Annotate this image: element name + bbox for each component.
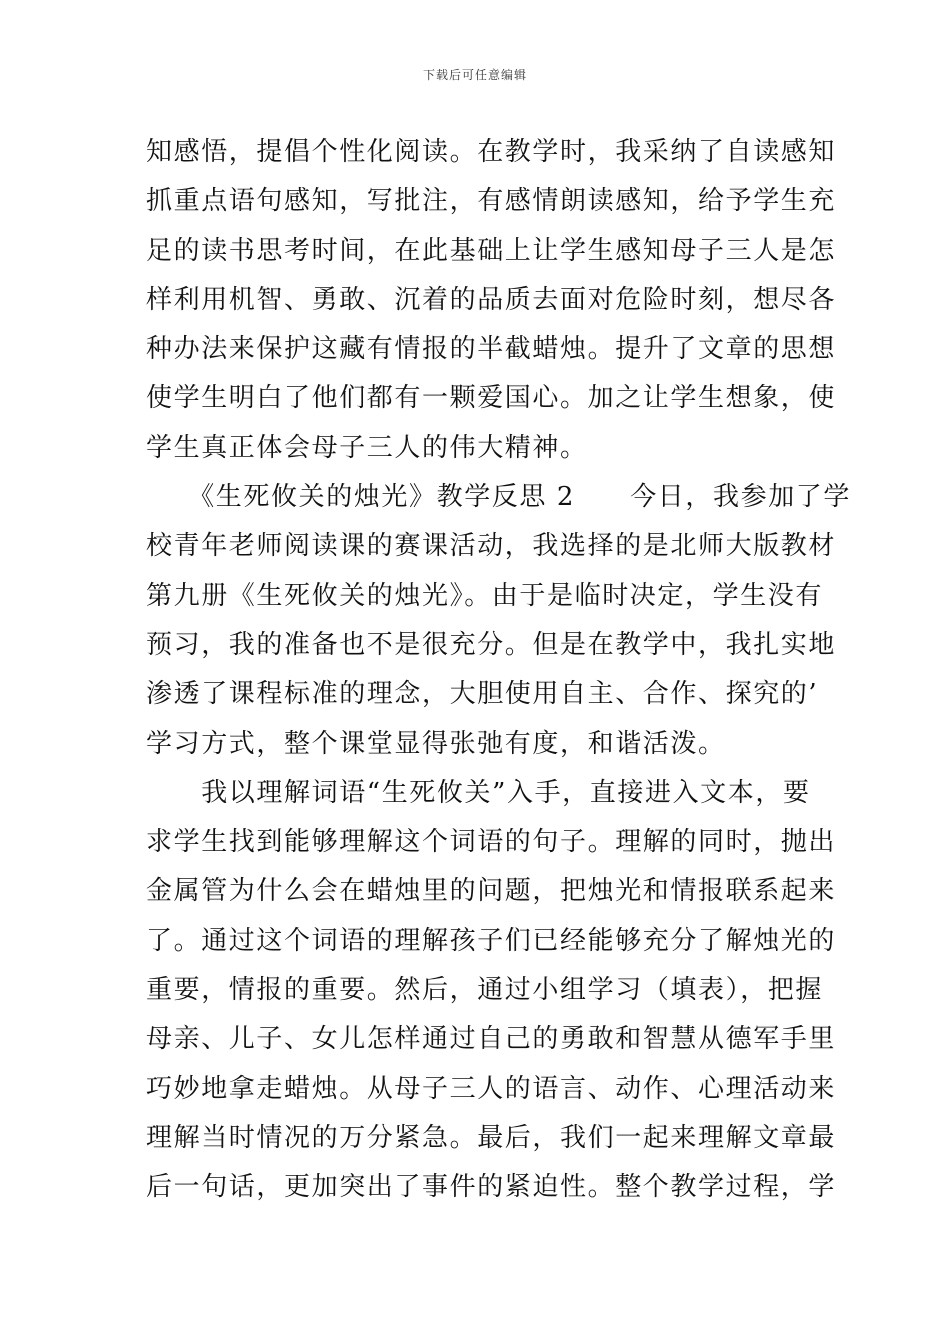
page-header: 下载后可任意编辑: [422, 68, 527, 82]
text-line: 知感悟，提倡个性化阅读。在教学时，我采纳了自读感知: [146, 137, 837, 167]
text-line: 了。通过这个词语的理解孩子们已经能够充分了解烛光的: [146, 925, 837, 956]
text-line: 母亲、儿子、女儿怎样通过自己的勇敢和智慧从德军手里: [146, 1024, 837, 1055]
text-line: 抓重点语句感知，写批注，有感情朗读感知，给予学生充: [146, 186, 837, 217]
text-line: 巧妙地拿走蜡烛。从母子三人的语言、动作、心理活动来: [146, 1073, 837, 1104]
text-line: 求学生找到能够理解这个词语的句子。理解的同时，抛出: [146, 827, 837, 858]
text-line: 金属管为什么会在蜡烛里的问题，把烛光和情报联系起来: [146, 876, 837, 907]
text-line: 使学生明白了他们都有一颗爱国心。加之让学生想象，使: [146, 383, 837, 414]
text-line: 后一句话，更加突出了事件的紧迫性。整个教学过程，学: [146, 1172, 837, 1203]
text-line: 校青年老师阅读课的赛课活动，我选择的是北师大版教材: [146, 531, 837, 562]
text-line: 《生死攸关的烛光》教学反思 2 今日，我参加了学: [146, 482, 852, 513]
text-line: 样利用机智、勇敢、沉着的品质去面对危险时刻，想尽各: [146, 284, 837, 315]
text-line: 足的读书思考时间，在此基础上让学生感知母子三人是怎: [146, 235, 837, 266]
text-line: 种办法来保护这藏有情报的半截蜡烛。提升了文章的思想: [146, 334, 837, 365]
text-line: 预习，我的准备也不是很充分。但是在教学中，我扎实地: [146, 629, 837, 660]
text-line: 学习方式，整个课堂显得张弛有度，和谐活泼。: [146, 728, 726, 759]
text-line: 第九册《生死攸关的烛光》。由于是临时决定，学生没有: [146, 580, 824, 611]
text-line: 重要，情报的重要。然后，通过小组学习（填表），把握: [146, 975, 824, 1006]
text-line: 渗透了课程标准的理念，大胆使用自主、合作、探究的’: [146, 679, 819, 710]
text-line: 理解当时情况的万分紧急。最后，我们一起来理解文章最: [146, 1122, 837, 1153]
text-line: 我以理解词语“生死攸关”入手，直接进入文本，要: [146, 777, 811, 808]
text-line: 学生真正体会母子三人的伟大精神。: [146, 432, 588, 463]
document-body: [146, 128, 852, 1213]
